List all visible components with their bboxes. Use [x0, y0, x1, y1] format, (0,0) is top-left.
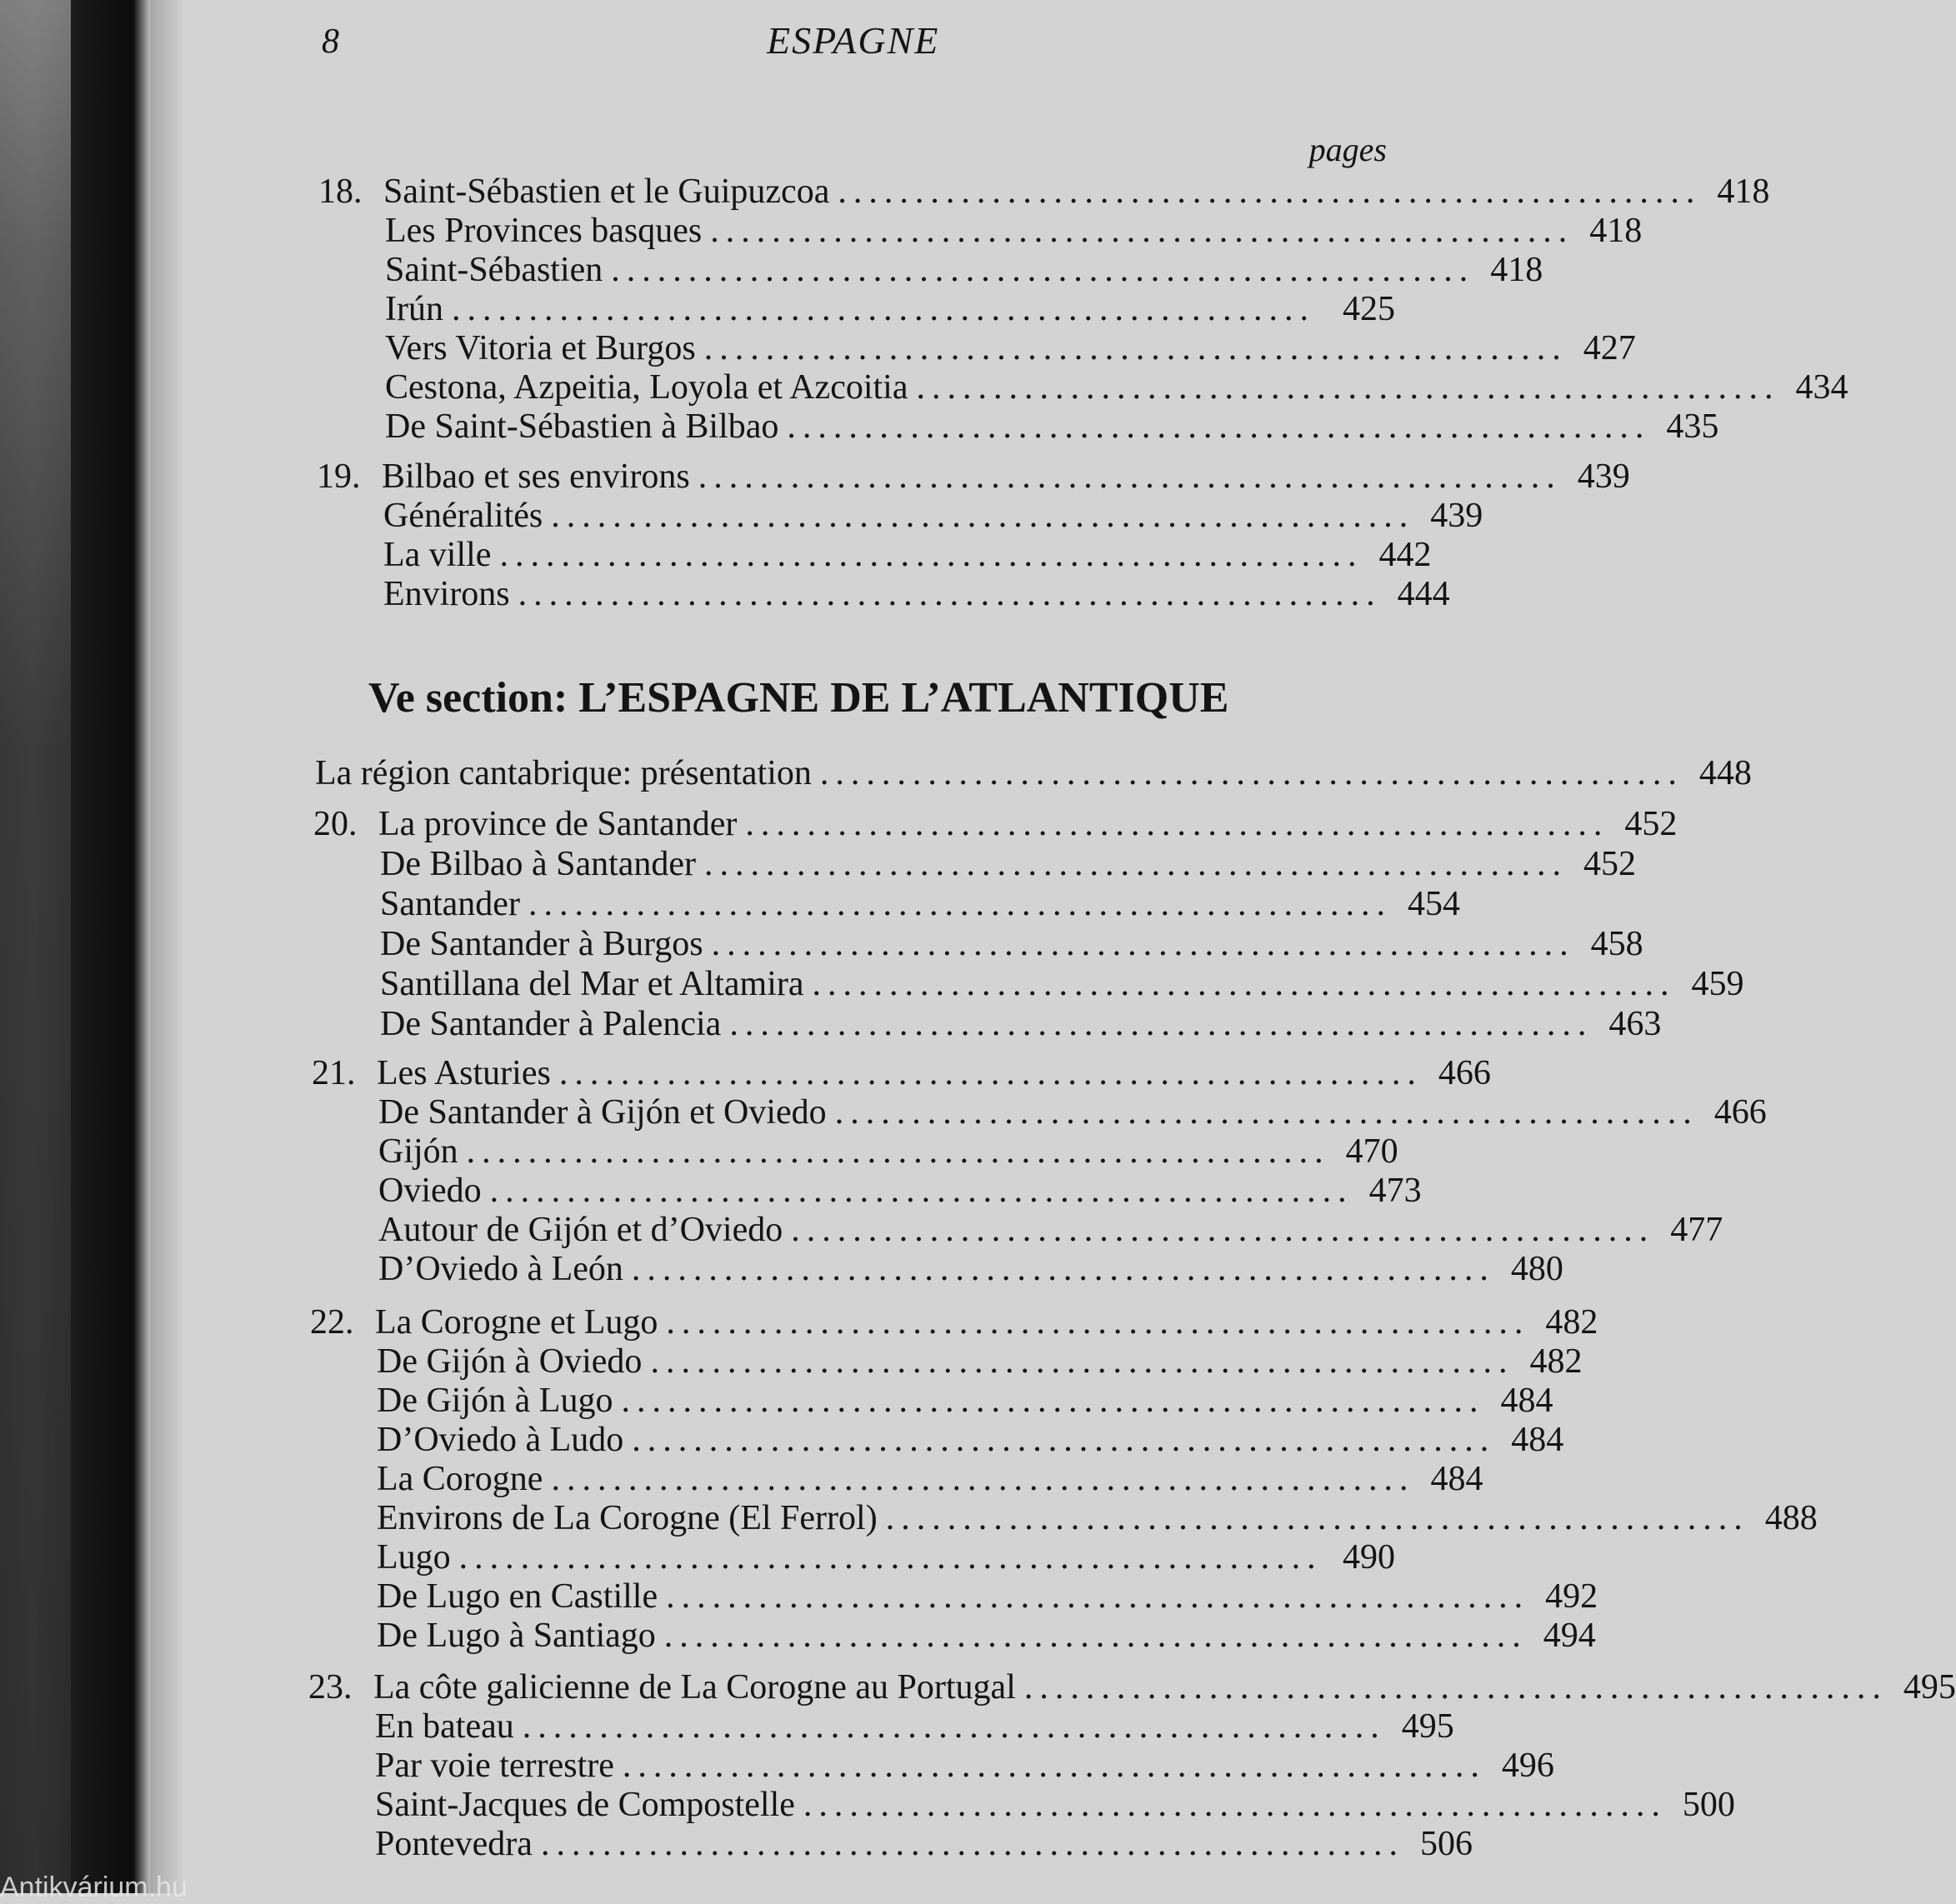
toc-entry — [385, 250, 1543, 290]
toc-entry — [380, 884, 1460, 924]
chapter-number: 23. — [308, 1668, 353, 1707]
toc-entry — [377, 1616, 1596, 1656]
leader-dots: ........................................................ — [522, 1707, 1386, 1746]
toc-entry — [378, 1210, 1723, 1250]
toc-entry-page: 480 — [1510, 1250, 1563, 1288]
toc-entry — [375, 1824, 1473, 1864]
toc-entry-page: 490 — [1343, 1538, 1395, 1577]
toc-entry-page: 495 — [1903, 1668, 1956, 1707]
toc-entry — [377, 1498, 1818, 1538]
chapter-number: 18. — [318, 172, 363, 211]
page-gutter — [150, 0, 183, 1893]
toc-entry — [385, 211, 1643, 251]
toc-entry-page: 470 — [1345, 1132, 1398, 1171]
toc-entry-title: Les Provinces basques — [385, 212, 703, 250]
leader-dots: ........................................................ — [803, 1786, 1667, 1824]
toc-entry — [380, 1004, 1662, 1044]
leader-dots: ........................................................ — [551, 497, 1415, 535]
toc-entry — [385, 407, 1719, 447]
toc-entry-title: Pontevedra — [375, 1825, 533, 1863]
toc-entry-page: 444 — [1397, 575, 1450, 613]
toc-entry-title: De Lugo en Castille — [377, 1577, 658, 1616]
toc-entry-title: D’Oviedo à León — [378, 1250, 623, 1288]
toc-entry — [385, 289, 1395, 329]
toc-entry-title: Les Asturies — [377, 1054, 551, 1092]
leader-dots: ........................................................ — [558, 1054, 1423, 1092]
toc-entry-page: 500 — [1682, 1786, 1735, 1824]
toc-entry-page: 466 — [1713, 1093, 1767, 1132]
toc-entry-title: La région cantabrique: présentation — [315, 754, 812, 792]
toc-entry-page: 454 — [1407, 885, 1460, 923]
toc-intro — [315, 753, 1752, 793]
pages-column-label: pages — [1308, 131, 1387, 168]
toc-entry-page: 448 — [1698, 754, 1752, 792]
toc-entry-title: De Bilbao à Santander — [380, 845, 697, 883]
chapter-number: 20. — [313, 805, 358, 843]
book-page — [183, 0, 1956, 1893]
toc-entry — [378, 1171, 1422, 1211]
toc-entry-page: 495 — [1401, 1707, 1454, 1746]
spine-shading — [0, 0, 71, 1893]
toc-entry — [380, 844, 1637, 884]
toc-entry-title: Autour de Gijón et d’Oviedo — [378, 1211, 783, 1249]
leader-dots: ........................................................ — [458, 1538, 1323, 1577]
toc-entry-title: De Santander à Palencia — [380, 1005, 722, 1043]
toc-entry-title: Lugo — [377, 1538, 451, 1577]
leader-dots: ........................................................ — [489, 1172, 1353, 1210]
leader-dots: ........................................................ — [703, 329, 1568, 367]
leader-dots: ........................................................ — [518, 575, 1382, 613]
leader-dots: ........................................................ — [466, 1132, 1330, 1171]
chapter-number: 19. — [317, 457, 361, 496]
toc-entry-title: Saint-Sébastien et le Guipuzcoa — [383, 172, 830, 211]
toc-entry-title: La Corogne — [377, 1460, 543, 1498]
toc-entry-page: 506 — [1419, 1825, 1473, 1863]
toc-entry-page: 459 — [1691, 965, 1744, 1003]
toc-chapter-22 — [310, 1302, 1598, 1342]
leader-dots: ........................................................ — [1023, 1668, 1888, 1707]
toc-entry-page: 482 — [1529, 1342, 1583, 1381]
toc-chapter-23 — [308, 1667, 1956, 1707]
toc-entry-page: 494 — [1543, 1617, 1596, 1655]
toc-entry — [383, 535, 1432, 575]
toc-entry — [385, 328, 1636, 368]
toc-entry-page: 439 — [1430, 497, 1483, 535]
toc-entry-title: La côte galicienne de La Corogne au Portugal — [373, 1668, 1016, 1707]
watermark: Antikvárium.hu — [0, 1872, 188, 1903]
toc-entry-page: 418 — [1717, 172, 1770, 211]
toc-entry — [375, 1707, 1454, 1747]
toc-entry-title: Par voie terrestre — [375, 1747, 614, 1785]
toc-entry — [380, 924, 1643, 964]
section-heading: Ve section: L’ESPAGNE DE L’ATLANTIQUE — [368, 674, 1229, 722]
toc-entry-title: Vers Vitoria et Burgos — [385, 329, 696, 367]
toc-entry — [377, 1381, 1553, 1421]
toc-entry-title: Santillana del Mar et Altamira — [380, 965, 804, 1003]
toc-entry-page: 482 — [1545, 1303, 1598, 1342]
toc-entry-page: 418 — [1490, 251, 1543, 289]
leader-dots: ........................................................ — [621, 1382, 1485, 1420]
leader-dots: ........................................................ — [916, 368, 1780, 407]
toc-entry — [375, 1785, 1735, 1825]
leader-dots: ........................................................ — [791, 1211, 1655, 1249]
leader-dots: ........................................................ — [632, 1421, 1496, 1459]
toc-entry-title: Environs de La Corogne (El Ferrol) — [377, 1499, 878, 1537]
toc-entry-page: 484 — [1500, 1382, 1553, 1420]
leader-dots: ........................................................ — [819, 754, 1683, 792]
toc-entry-page: 492 — [1545, 1577, 1598, 1616]
toc-entry-page: 458 — [1590, 925, 1643, 963]
leader-dots: ........................................................ — [663, 1617, 1528, 1655]
toc-entry-title: Cestona, Azpeitia, Loyola et Azcoitia — [385, 368, 908, 407]
leader-dots: ........................................................ — [710, 212, 1574, 250]
toc-entry-page: 484 — [1511, 1421, 1564, 1459]
toc-entry — [378, 1249, 1563, 1289]
toc-chapter-19 — [317, 457, 1630, 497]
toc-entry-page: 466 — [1438, 1054, 1491, 1092]
toc-entry-page: 434 — [1795, 368, 1848, 407]
toc-entry-title: Oviedo — [378, 1172, 482, 1210]
toc-entry-title: De Lugo à Santiago — [377, 1617, 656, 1655]
toc-entry-page: 452 — [1624, 805, 1678, 843]
toc-entry-page: 427 — [1583, 329, 1636, 367]
toc-entry-page: 488 — [1764, 1499, 1818, 1537]
leader-dots: ........................................................ — [540, 1825, 1404, 1863]
toc-entry-title: Saint-Jacques de Compostelle — [375, 1786, 795, 1824]
toc-entry-title: De Santander à Burgos — [380, 925, 703, 963]
leader-dots: ........................................................ — [499, 536, 1363, 574]
toc-entry-title: Bilbao et ses environs — [382, 457, 690, 496]
leader-dots: ........................................................ — [631, 1250, 1495, 1288]
leader-dots: ........................................................ — [885, 1499, 1749, 1537]
leader-dots: ........................................................ — [611, 251, 1475, 289]
toc-entry — [380, 964, 1744, 1004]
toc-entry-title: Généralités — [383, 497, 543, 535]
running-head: ESPAGNE — [767, 19, 940, 62]
leader-dots: ........................................................ — [698, 457, 1562, 496]
leader-dots: ........................................................ — [838, 172, 1702, 211]
toc-entry-title: La province de Santander — [378, 805, 738, 843]
toc-entry-title: De Gijón à Lugo — [377, 1382, 613, 1420]
leader-dots: ........................................................ — [745, 805, 1609, 843]
leader-dots: ........................................................ — [729, 1005, 1593, 1043]
chapter-number: 22. — [310, 1303, 354, 1342]
toc-chapter-21 — [312, 1053, 1491, 1093]
toc-entry-title: D’Oviedo à Ludo — [377, 1421, 624, 1459]
toc-entry-title: Irún — [385, 290, 443, 328]
leader-dots: ........................................................ — [528, 885, 1392, 923]
toc-entry-page: 496 — [1501, 1747, 1554, 1785]
leader-dots: ........................................................ — [711, 925, 1575, 963]
toc-entry — [385, 367, 1848, 407]
toc-entry — [383, 574, 1450, 614]
toc-chapter-18 — [318, 172, 1770, 212]
toc-entry — [383, 496, 1483, 536]
leader-dots: ........................................................ — [551, 1460, 1415, 1498]
leader-dots: ........................................................ — [666, 1577, 1530, 1616]
toc-entry-page: 477 — [1670, 1211, 1723, 1249]
toc-entry-page: 439 — [1577, 457, 1630, 496]
toc-entry-title: Gijón — [378, 1132, 458, 1171]
leader-dots: ........................................................ — [650, 1342, 1514, 1381]
toc-entry — [378, 1092, 1767, 1132]
leader-dots: ........................................................ — [787, 407, 1651, 446]
toc-entry-page: 425 — [1343, 290, 1395, 328]
toc-entry-title: Environs — [383, 575, 510, 613]
toc-entry-page: 435 — [1666, 407, 1719, 446]
toc-entry — [375, 1746, 1554, 1786]
leader-dots: ........................................................ — [834, 1093, 1698, 1132]
toc-chapter-20 — [313, 804, 1678, 844]
toc-entry-title: De Gijón à Oviedo — [377, 1342, 643, 1381]
toc-entry-page: 452 — [1583, 845, 1637, 883]
toc-entry-title: Saint-Sébastien — [385, 251, 603, 289]
toc-entry-title: Santander — [380, 885, 520, 923]
toc-entry — [377, 1577, 1598, 1617]
toc-entry-title: La ville — [383, 536, 492, 574]
toc-entry-page: 442 — [1378, 536, 1432, 574]
leader-dots: ........................................................ — [451, 290, 1315, 328]
toc-entry — [377, 1342, 1583, 1382]
toc-entry — [377, 1420, 1564, 1460]
toc-entry — [377, 1537, 1395, 1577]
leader-dots: ........................................................ — [622, 1747, 1486, 1785]
toc-entry — [378, 1132, 1398, 1172]
toc-entry-page: 463 — [1608, 1005, 1662, 1043]
leader-dots: ........................................................ — [812, 965, 1676, 1003]
toc-entry-title: De Saint-Sébastien à Bilbao — [385, 407, 779, 446]
page-number: 8 — [322, 22, 339, 61]
leader-dots: ........................................................ — [704, 845, 1568, 883]
toc-entry-page: 473 — [1368, 1172, 1422, 1210]
toc-entry-title: De Santander à Gijón et Oviedo — [378, 1093, 827, 1132]
chapter-number: 21. — [312, 1054, 356, 1092]
toc-entry-title: La Corogne et Lugo — [375, 1303, 658, 1342]
leader-dots: ........................................................ — [666, 1303, 1530, 1342]
toc-entry-page: 418 — [1589, 212, 1643, 250]
toc-entry — [377, 1459, 1483, 1499]
toc-entry-title: En bateau — [375, 1707, 514, 1746]
toc-entry-page: 484 — [1430, 1460, 1483, 1498]
